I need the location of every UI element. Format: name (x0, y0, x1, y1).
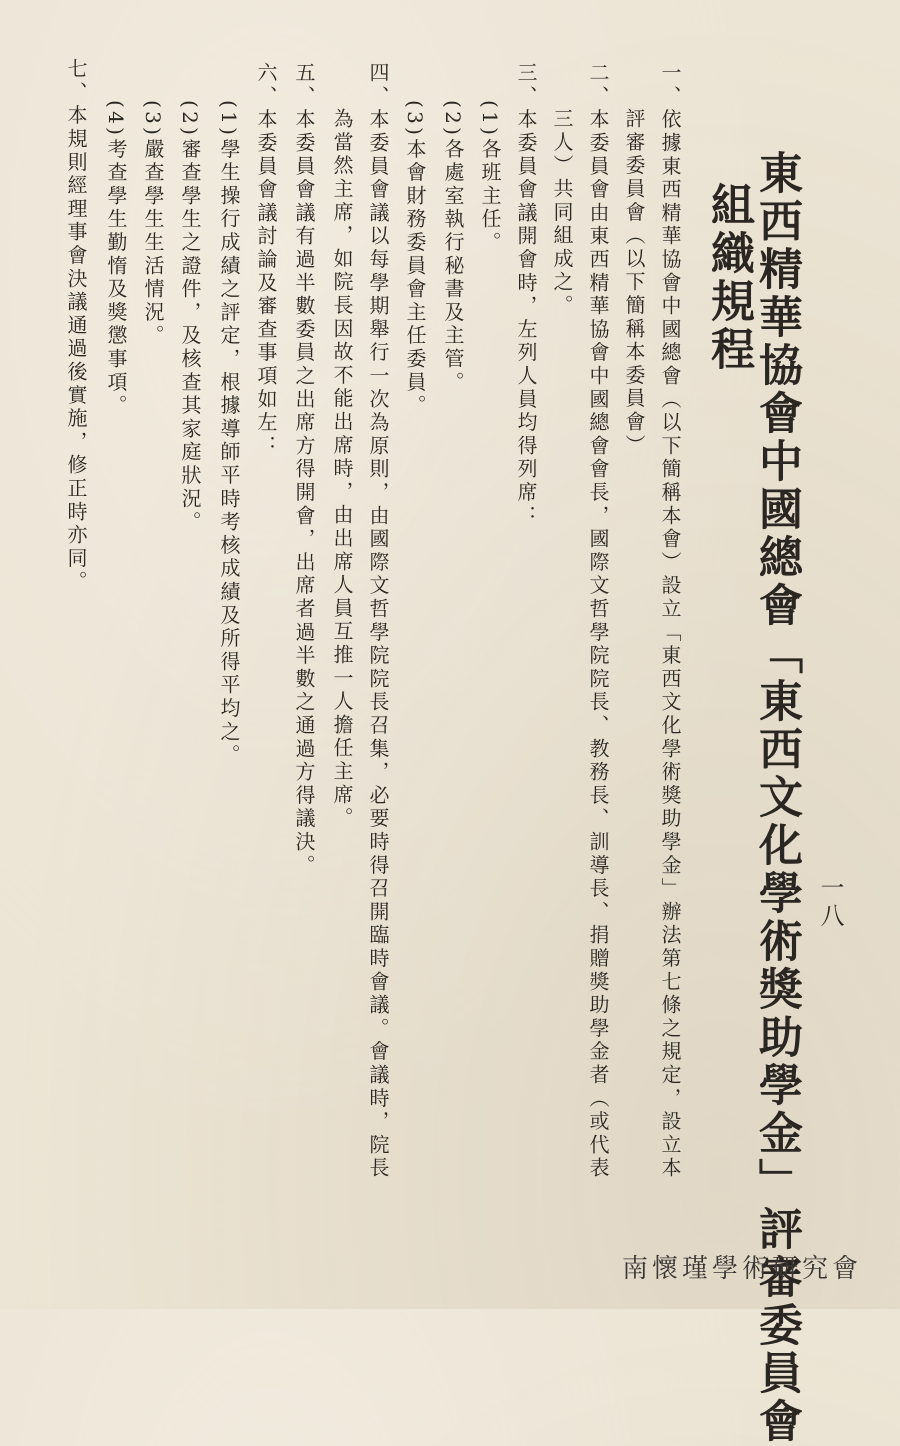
document-subtitle: 組織規程 (703, 182, 754, 374)
article-2-continued: 三人）共同組成之。 (550, 108, 574, 318)
article-6-item-4: (4)考查學生勤惰及獎懲事項。 (104, 100, 128, 418)
article-4-continued: 為當然主席，如院長因故不能出席時，由出席人員互推一人擔任主席。 (330, 108, 354, 831)
article-6-item-1: (1)學生操行成績之評定，根據導師平時考核成績及所得平均之。 (217, 100, 241, 768)
article-4: 四、本委員會議以每學期舉行一次為原則，由國際文哲學院院長召集，必要時得召開臨時會議。會議時，院長 (366, 62, 390, 1181)
article-6-item-2: (2)審查學生之證件，及核查其家庭狀況。 (178, 100, 202, 535)
article-7: 七、本規則經理事會決議通過後實施，修正時亦同。 (64, 58, 88, 594)
article-1: 一、依據東西精華協會中國總會（以下簡稱本會）設立「東西文化學術獎助學金」辦法第七條之規定，設立本 (658, 62, 682, 1181)
article-6: 六、本委員會議討論及審查事項如左： (254, 62, 278, 459)
article-3-item-1: (1)各班主任。 (478, 100, 502, 255)
page-number: 一八 (816, 875, 844, 931)
article-6-item-3: (3)嚴查學生生活情況。 (141, 100, 165, 348)
document-title: 東西精華協會中國總會「東西文化學術獎助學金」評審委員會 (751, 150, 802, 1446)
article-2: 二、本委員會由東西精華協會中國總會會長，國際文哲學院院長、教務長、訓導長、捐贈獎助學金者（或代表 (586, 62, 610, 1181)
article-3-item-2: (2)各處室執行秘書及主管。 (441, 100, 465, 395)
article-3-item-3: (3)本會財務委員會主任委員。 (403, 100, 427, 418)
publisher-watermark: 南懷瑾學術研究會 (621, 1254, 862, 1284)
article-5: 五、本委員會議有過半數委員之出席方得開會，出席者過半數之通過方得議決。 (292, 62, 316, 878)
article-1-continued: 評審委員會（以下簡稱本委員會） (622, 108, 646, 458)
article-3: 三、本委員會議開會時，左列人員均得列席： (514, 62, 538, 528)
